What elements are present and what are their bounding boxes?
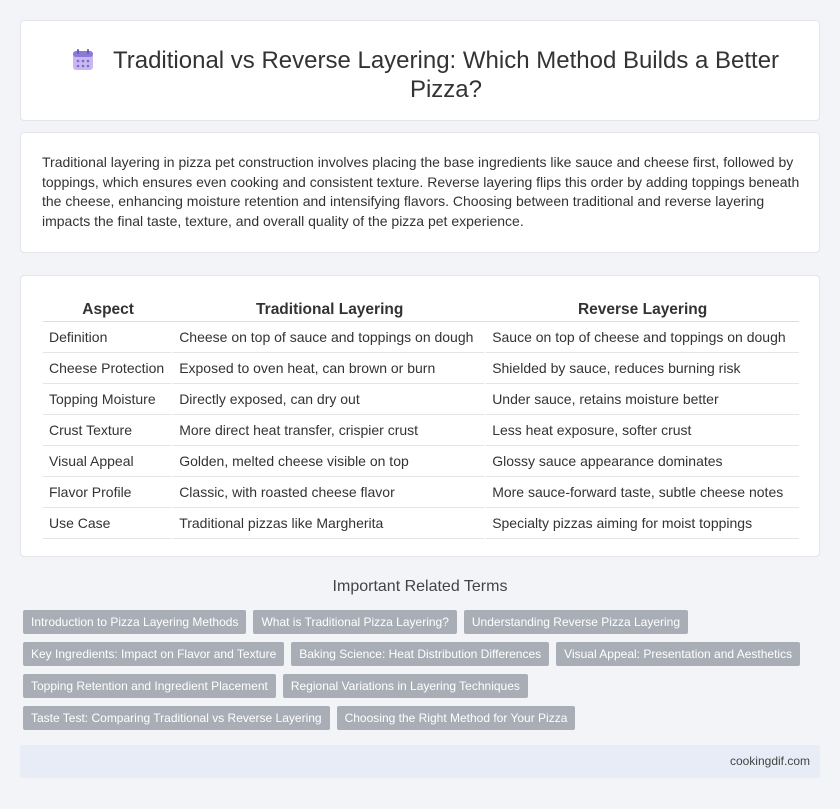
- table-cell: Golden, melted cheese visible on top: [173, 446, 486, 477]
- table-cell: More direct heat transfer, crispier crust: [173, 415, 486, 446]
- comparison-table: [43, 296, 799, 539]
- table-cell: Specialty pizzas aiming for moist toppings: [486, 508, 799, 539]
- table-cell: Shielded by sauce, reduces burning risk: [486, 353, 799, 384]
- table-cell: Sauce on top of cheese and toppings on dough: [486, 322, 799, 353]
- related-terms-tags: [23, 610, 823, 738]
- column-header-traditional: Traditional Layering: [173, 296, 486, 322]
- header-card: [20, 20, 820, 121]
- table-row: [43, 322, 799, 353]
- table-cell: Definition: [43, 322, 173, 353]
- table-cell: Cheese Protection: [43, 353, 173, 384]
- table-row: [43, 477, 799, 508]
- tag-row: [23, 674, 823, 698]
- tag-row: [23, 610, 823, 634]
- footer-site-link[interactable]: cookingdif.com: [729, 754, 810, 768]
- table-cell: Traditional pizzas like Margherita: [173, 508, 486, 539]
- page-title: Traditional vs Reverse Layering: Which Method Builds a Better Pizza?: [112, 47, 780, 103]
- table-cell: Topping Moisture: [43, 384, 173, 415]
- table-cell: Classic, with roasted cheese flavor: [173, 477, 486, 508]
- table-cell: Under sauce, retains moisture better: [486, 384, 799, 415]
- table-cell: More sauce-forward taste, subtle cheese notes: [486, 477, 799, 508]
- intro-card: [20, 132, 820, 253]
- table-row: [43, 353, 799, 384]
- related-term-tag[interactable]: Visual Appeal: Presentation and Aesthetics: [556, 642, 800, 666]
- table-cell: Cheese on top of sauce and toppings on dough: [173, 322, 486, 353]
- table-row: [43, 384, 799, 415]
- table-cell: Visual Appeal: [43, 446, 173, 477]
- related-term-tag[interactable]: Choosing the Right Method for Your Pizza: [337, 706, 576, 730]
- table-row: [43, 446, 799, 477]
- table-cell: Glossy sauce appearance dominates: [486, 446, 799, 477]
- related-term-tag[interactable]: Topping Retention and Ingredient Placement: [23, 674, 276, 698]
- column-header-reverse: Reverse Layering: [486, 296, 799, 322]
- tag-row: [23, 706, 823, 730]
- table-cell: Less heat exposure, softer crust: [486, 415, 799, 446]
- table-cell: Crust Texture: [43, 415, 173, 446]
- related-terms-title: Important Related Terms: [332, 578, 508, 595]
- related-term-tag[interactable]: Key Ingredients: Impact on Flavor and Texture: [23, 642, 284, 666]
- related-term-tag[interactable]: Understanding Reverse Pizza Layering: [464, 610, 688, 634]
- comparison-table-card: [20, 275, 820, 557]
- column-header-aspect: Aspect: [43, 296, 173, 322]
- footer: [20, 745, 820, 778]
- related-term-tag[interactable]: What is Traditional Pizza Layering?: [253, 610, 456, 634]
- table-cell: Exposed to oven heat, can brown or burn: [173, 353, 486, 384]
- table-cell: Flavor Profile: [43, 477, 173, 508]
- related-term-tag[interactable]: Baking Science: Heat Distribution Differences: [291, 642, 549, 666]
- related-term-tag[interactable]: Introduction to Pizza Layering Methods: [23, 610, 246, 634]
- related-term-tag[interactable]: Regional Variations in Layering Techniques: [283, 674, 528, 698]
- intro-paragraph: Traditional layering in pizza pet construction involves placing the base ingredients like sauce and cheese first, followed by toppings, which ensures even cooking and consistent texture. Reverse layering flips this order by adding toppings beneath the cheese, enhancing moisture retention and intensifying flavors. Choosing between traditional and reverse layering impacts the final taste, texture, and overall quality of the pizza pet experience.: [42, 154, 800, 229]
- table-cell: Use Case: [43, 508, 173, 539]
- table-row: [43, 415, 799, 446]
- related-term-tag[interactable]: Taste Test: Comparing Traditional vs Reverse Layering: [23, 706, 330, 730]
- table-row: [43, 508, 799, 539]
- table-cell: Directly exposed, can dry out: [173, 384, 486, 415]
- tag-row: [23, 642, 823, 666]
- table-header-row: [43, 296, 799, 322]
